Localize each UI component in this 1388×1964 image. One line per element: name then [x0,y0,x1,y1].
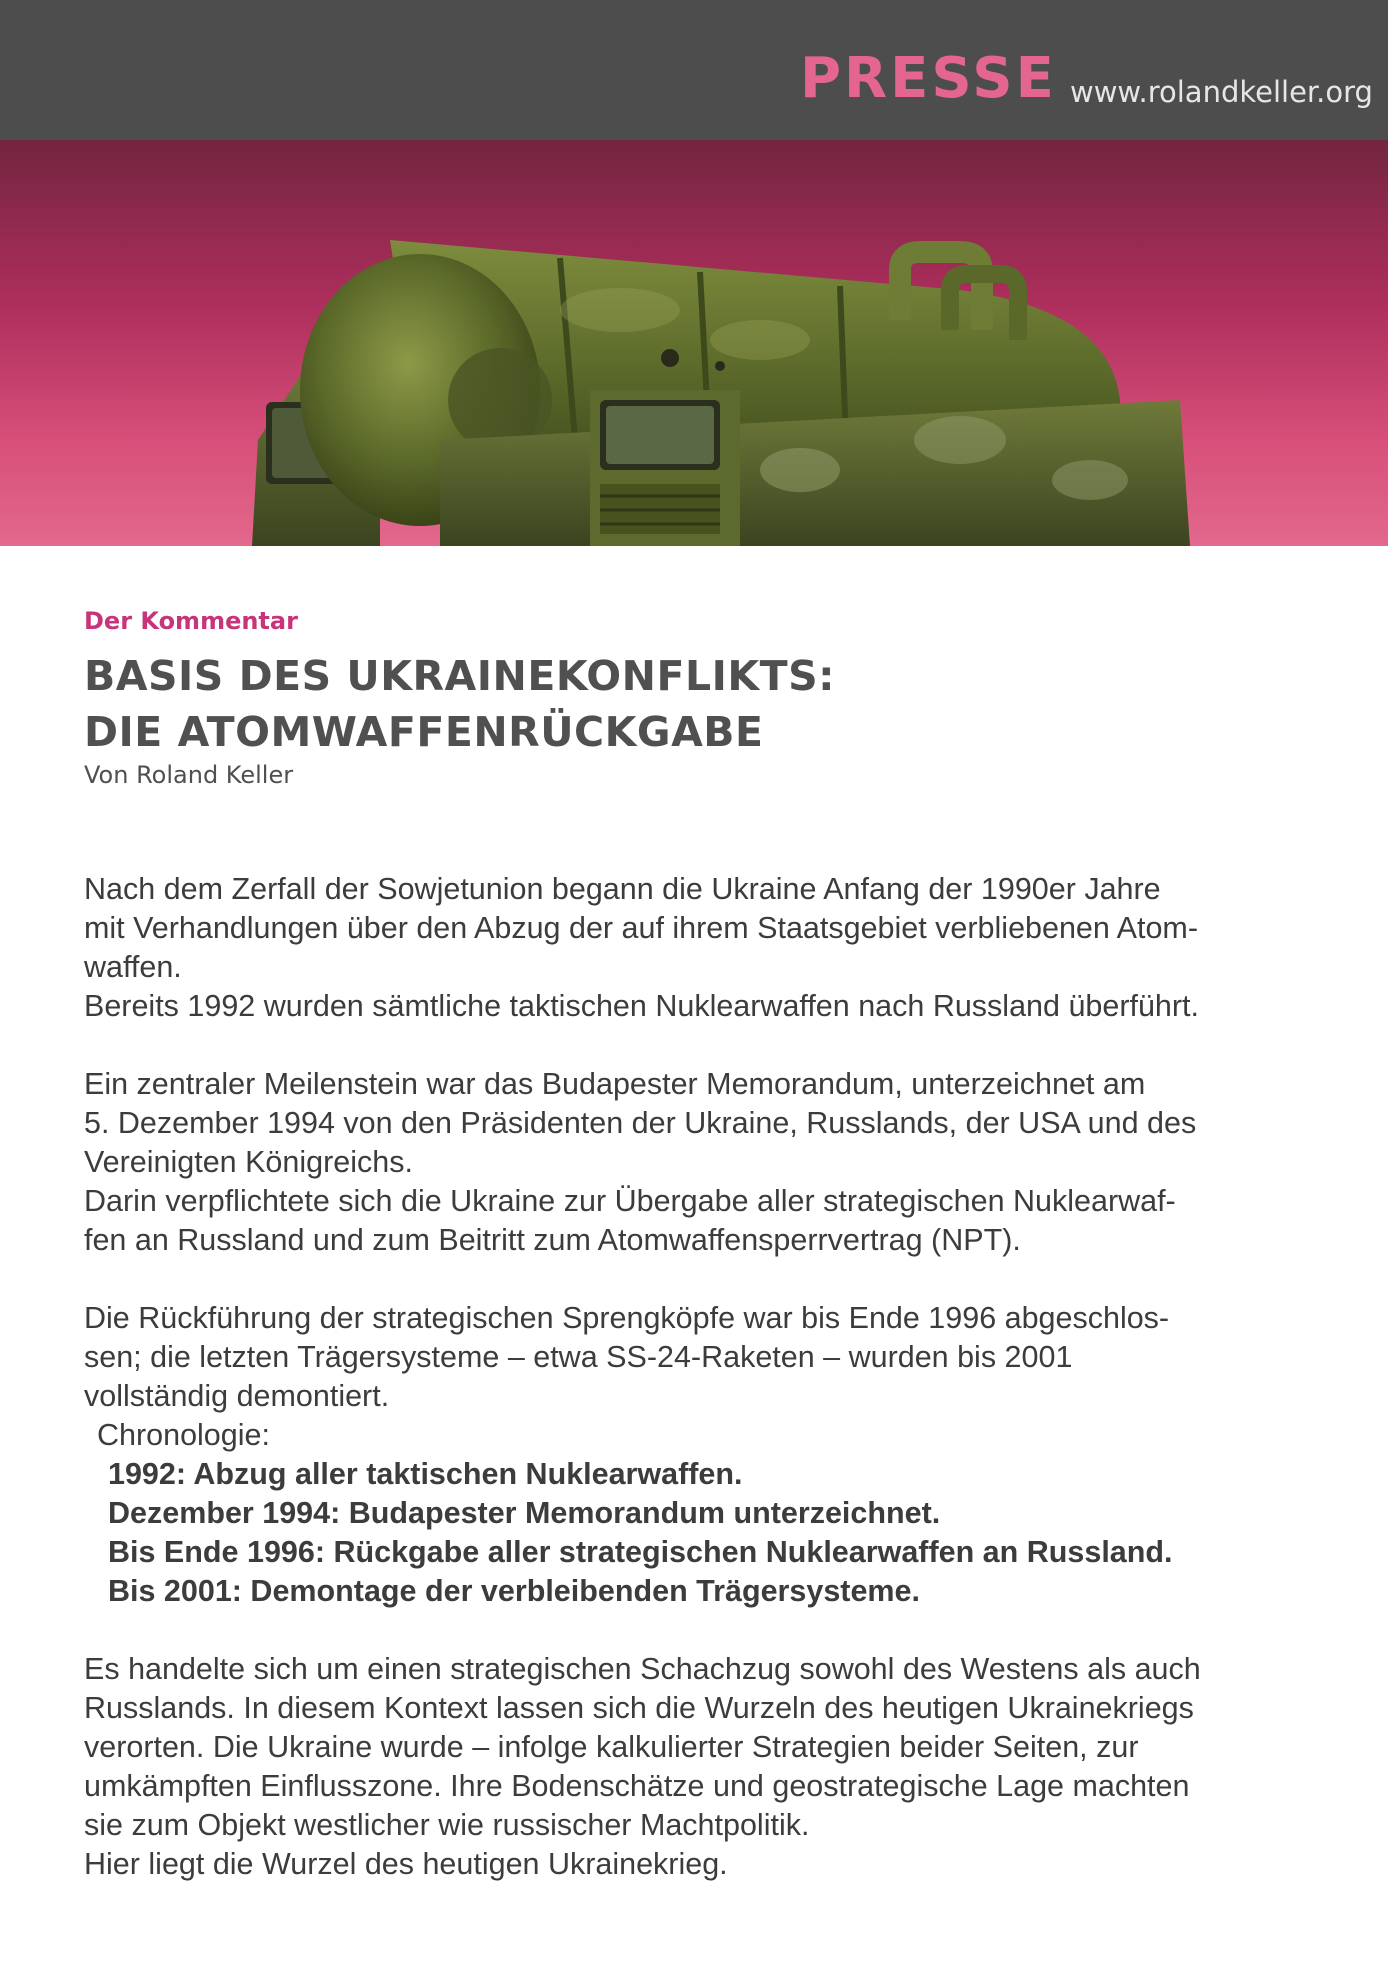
text-line: Nach dem Zerfall der Sowjetunion begann die Ukraine Anfang der 1990er Jahre [84,872,1161,906]
paragraph-3 [84,1299,1324,1416]
paragraph-4 [84,1650,1324,1884]
press-header-bar [0,0,1388,140]
chronology-item: 1992: Abzug aller taktischen Nuklearwaffen. [108,1457,743,1491]
text-line: Die Rückführung der strategischen Sprengköpfe war bis Ende 1996 abgeschlos- [84,1301,1170,1335]
chronology-heading: Chronologie: [97,1418,270,1452]
text-line: Bereits 1992 wurden sämtliche taktischen Nuklearwaffen nach Russland überführt. [84,989,1199,1023]
article-body [84,870,1324,1884]
text-line: Russlands. In diesem Kontext lassen sich die Wurzeln des heutigen Ukrainekriegs [84,1691,1194,1725]
paragraph-2 [84,1065,1324,1260]
hero-banner [0,140,1388,546]
text-line: sie zum Objekt westlicher wie russischer Machtpolitik. [84,1808,810,1842]
chronology-item: Bis Ende 1996: Rückgabe aller strategischen Nuklearwaffen an Russland. [108,1535,1173,1569]
paragraph-1 [84,870,1324,1026]
section-label: PRESSE [800,46,1057,111]
paragraph-spacer [84,1260,1324,1299]
title-line-2: DIE ATOMWAFFENRÜCKGABE [84,708,764,756]
chronology-item: Dezember 1994: Budapester Memorandum unterzeichnet. [108,1496,941,1530]
title-line-1: BASIS DES UKRAINEKONFLIKTS: [84,652,835,700]
paragraph-spacer [84,1026,1324,1065]
text-line: mit Verhandlungen über den Abzug der auf ihrem Staatsgebiet verbliebenen Atom- [84,911,1198,945]
text-line: Es handelte sich um einen strategischen Schachzug sowohl des Westens als auch [84,1652,1201,1686]
text-line: 5. Dezember 1994 von den Präsidenten der Ukraine, Russlands, der USA und des [84,1106,1197,1140]
paragraph-spacer [84,1611,1324,1650]
article-byline: Von Roland Keller [84,761,294,789]
text-line: sen; die letzten Trägersysteme – etwa SS-24-Raketen – wurden bis 2001 [84,1340,1073,1374]
text-line: Ein zentraler Meilenstein war das Budapester Memorandum, unterzeichnet am [84,1067,1146,1101]
website-link[interactable]: www.rolandkeller.org [1070,75,1373,109]
text-line: fen an Russland und zum Beitritt zum Atomwaffensperrvertrag (NPT). [84,1223,1021,1257]
text-line: vollständig demontiert. [84,1379,390,1413]
article-kicker: Der Kommentar [84,607,298,635]
article-title [84,648,1284,760]
chronology-list [84,1455,1324,1611]
chronology-item: Bis 2001: Demontage der verbleibenden Trägersysteme. [108,1574,920,1608]
text-line: verorten. Die Ukraine wurde – infolge kalkulierter Strategien beider Seiten, zur [84,1730,1139,1764]
text-line: Darin verpflichtete sich die Ukraine zur Übergabe aller strategischen Nuklearwaf- [84,1184,1176,1218]
text-line: waffen. [84,950,182,984]
text-line: umkämpften Einflusszone. Ihre Bodenschätze und geostrategische Lage machten [84,1769,1190,1803]
text-line: Vereinigten Königreichs. [84,1145,413,1179]
text-line: Hier liegt die Wurzel des heutigen Ukrainekrieg. [84,1847,728,1881]
missile-launcher-image [0,140,1388,546]
